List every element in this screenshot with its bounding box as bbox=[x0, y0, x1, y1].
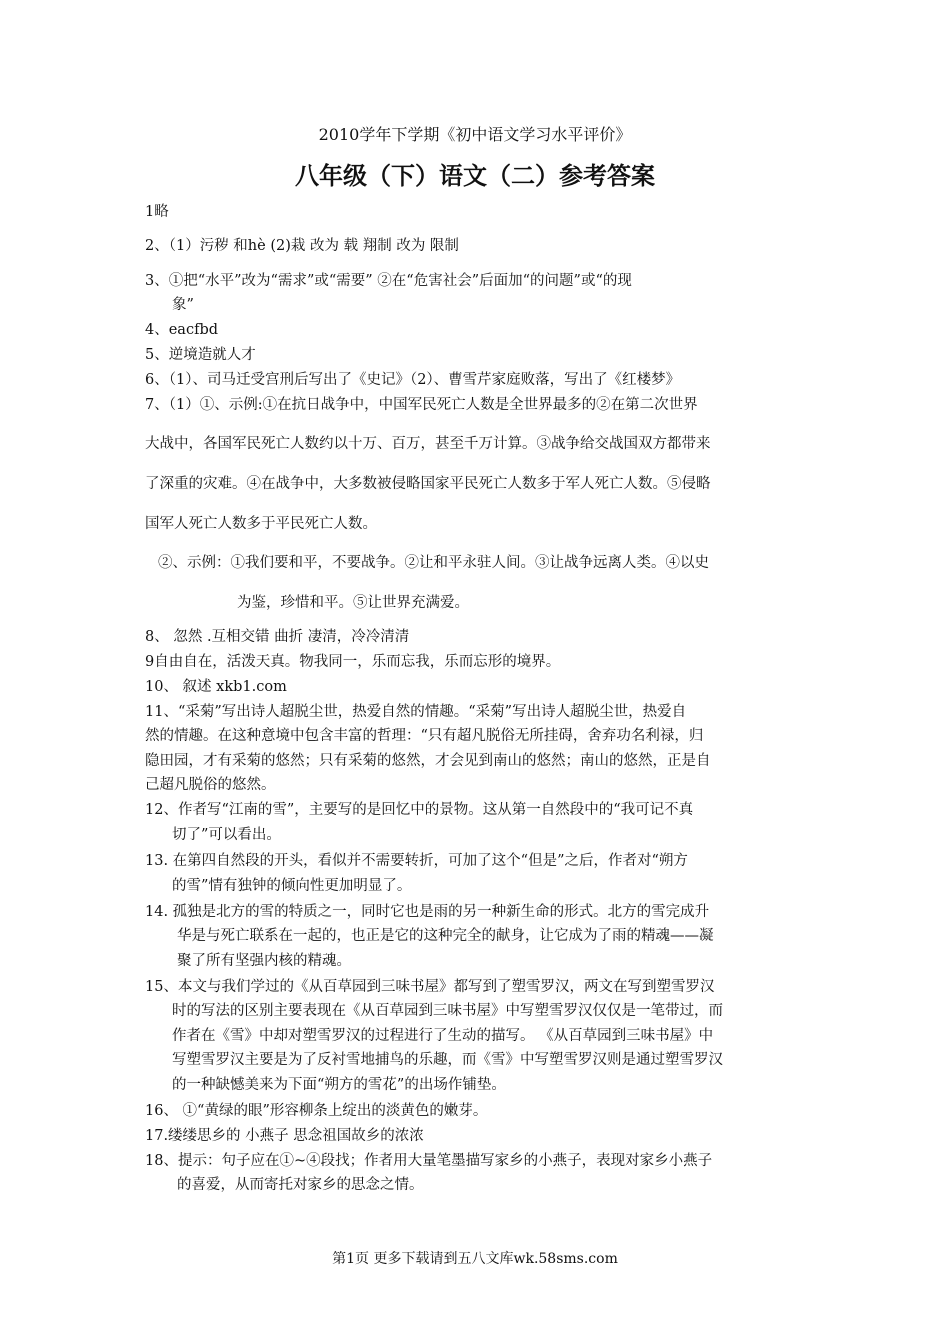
answer-line: 5、逆境造就人才 bbox=[145, 347, 256, 363]
answer-line: 然的情趣。在这种意境中包含丰富的哲理：“只有超凡脱俗无所挂碍，舍弃功名利禄，归 bbox=[145, 728, 704, 744]
answer-line: 16、 ①“黄绿的眼”形容柳条上绽出的淡黄色的嫩芽。 bbox=[145, 1103, 488, 1119]
answer-line: 了深重的灾难。④在战争中，大多数被侵略国家平民死亡人数多于军人死亡人数。⑤侵略 bbox=[145, 476, 711, 492]
answer-line: 12、作者写“江南的雪”，主要写的是回忆中的景物。这从第一自然段中的“我可记不真 bbox=[145, 802, 694, 818]
answer-line: 象” bbox=[172, 297, 194, 313]
answer-line: 作者在《雪》中却对塑雪罗汉的过程进行了生动的描写。 《从百草园到三味书屋》中 bbox=[172, 1028, 714, 1044]
answer-line: 18、提示：句子应在①~④段找；作者用大量笔墨描写家乡的小燕子，表现对家乡小燕子 bbox=[145, 1153, 713, 1169]
answer-line: 华是与死亡联系在一起的，也正是它的这种完全的献身，让它成为了雨的精魂——凝 bbox=[177, 928, 714, 944]
answer-line: 国军人死亡人数多于平民死亡人数。 bbox=[145, 516, 377, 532]
answer-line: 4、eacfbd bbox=[145, 322, 219, 338]
answer-line: 1略 bbox=[145, 204, 169, 220]
answer-line: ②、示例：①我们要和平，不要战争。②让和平永驻人间。③让战争远离人类。④以史 bbox=[158, 555, 709, 571]
answer-line: 11、“采菊”写出诗人超脱尘世，热爱自然的情趣。“采菊”写出诗人超脱尘世，热爱自 bbox=[145, 704, 687, 720]
answer-line: 的喜爱，从而寄托对家乡的思念之情。 bbox=[177, 1177, 424, 1193]
answer-line: 13. 在第四自然段的开头，看似并不需要转折，可加了这个“但是”之后，作者对“朔方 bbox=[145, 853, 688, 869]
answer-line: 隐田园，才有采菊的悠然；只有采菊的悠然，才会见到南山的悠然；南山的悠然，正是自 bbox=[145, 753, 711, 769]
answer-line: 大战中，各国军民死亡人数约以十万、百万，甚至千万计算。③战争给交战国双方都带来 bbox=[145, 436, 711, 452]
answer-line: 8、 忽然 .互相交错 曲折 凄清，冷冷清清 bbox=[145, 629, 410, 645]
answer-line: 17.缕缕思乡的 小燕子 思念祖国故乡的浓浓 bbox=[145, 1128, 424, 1144]
page-footer: 第1页 更多下载请到五八文库wk.58sms.com bbox=[332, 1251, 618, 1267]
document-subtitle: 2010学年下学期《初中语文学习水平评价》 bbox=[318, 125, 632, 144]
answer-line: 的一种缺憾美来为下面“朔方的雪花”的出场作铺垫。 bbox=[172, 1077, 506, 1093]
answer-line: 切了”可以看出。 bbox=[172, 827, 281, 843]
answer-line: 为鉴，珍惜和平。⑤让世界充满爱。 bbox=[237, 595, 469, 611]
answer-line: 写塑雪罗汉主要是为了反衬雪地捕鸟的乐趣，而《雪》中写塑雪罗汉则是通过塑雪罗汉 bbox=[172, 1052, 723, 1068]
answer-line: 6、（1）、司马迁受宫刑后写出了《史记》（2）、曹雪芹家庭败落，写出了《红楼梦》 bbox=[145, 372, 681, 388]
answer-line: 14. 孤独是北方的雪的特质之一，同时它也是雨的另一种新生命的形式。北方的雪完成升 bbox=[145, 904, 710, 920]
answer-line: 己超凡脱俗的悠然。 bbox=[145, 777, 276, 793]
answer-line: 聚了所有坚强内核的精魂。 bbox=[177, 953, 351, 969]
answer-line: 15、本文与我们学过的《从百草园到三味书屋》都写到了塑雪罗汉，两文在写到塑雪罗汉 bbox=[145, 979, 715, 995]
document-title: 八年级（下）语文（二）参考答案 bbox=[295, 161, 655, 190]
answer-line: 的雪”情有独钟的倾向性更加明显了。 bbox=[172, 878, 412, 894]
answer-line: 9自由自在，活泼天真。物我同一，乐而忘我，乐而忘形的境界。 bbox=[145, 654, 561, 670]
answer-line: 时的写法的区别主要表现在《从百草园到三味书屋》中写塑雪罗汉仅仅是一笔带过，而 bbox=[172, 1003, 723, 1019]
answer-line: 7、（1）①、示例:①在抗日战争中，中国军民死亡人数是全世界最多的②在第二次世界 bbox=[145, 397, 698, 413]
answer-line: 2、（1）污秽 和hè (2)栽 改为 载 翔制 改为 限制 bbox=[145, 238, 459, 254]
answer-line: 3、①把“水平”改为“需求”或“需要” ②在“危害社会”后面加“的问题”或“的现 bbox=[145, 273, 632, 289]
answer-line: 10、 叙述 xkb1.com bbox=[145, 679, 287, 695]
